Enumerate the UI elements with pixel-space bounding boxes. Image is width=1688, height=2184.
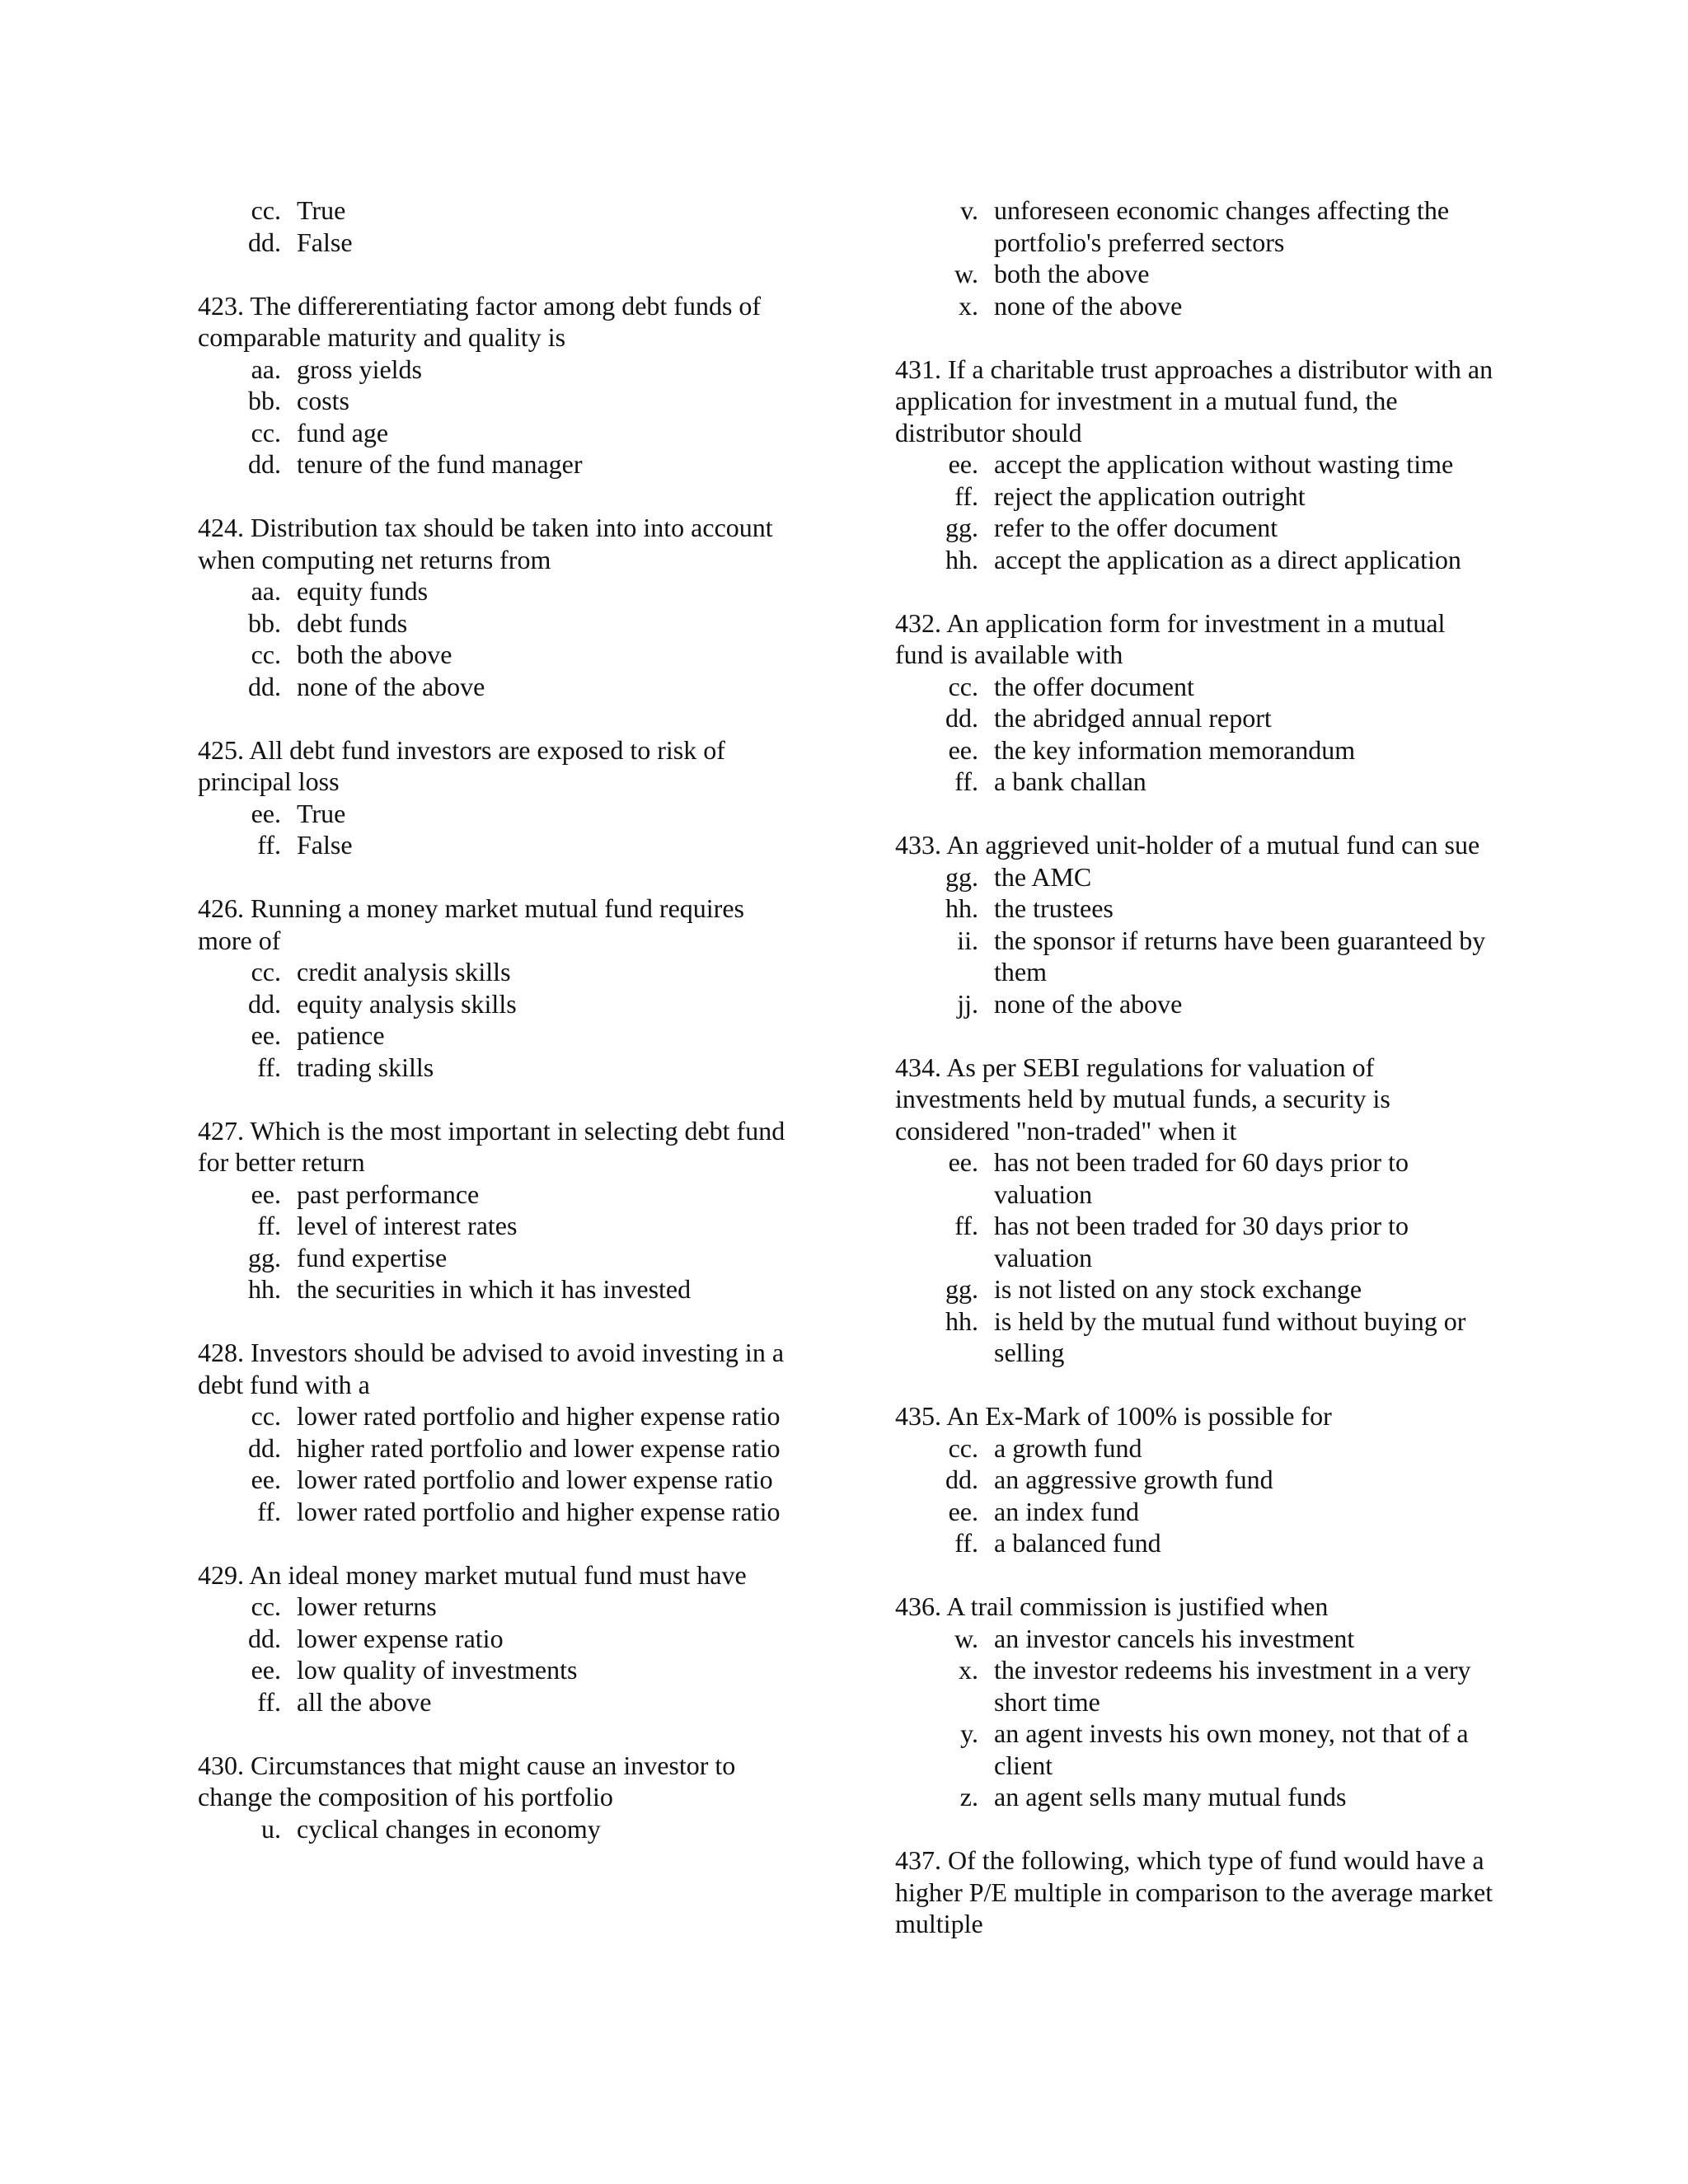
- option-label: cc.: [251, 1591, 281, 1621]
- option-label: ff.: [954, 766, 978, 796]
- answer-option: [198, 607, 803, 640]
- option-text: cyclical changes in economy: [297, 1813, 601, 1844]
- question-text: 433. An aggrieved unit-holder of a mutual fund can sue: [895, 830, 1480, 860]
- option-text: all the above: [297, 1686, 432, 1717]
- option-label: ee.: [948, 1496, 978, 1526]
- option-label: dd.: [248, 1432, 281, 1463]
- option-label: jj.: [957, 988, 978, 1019]
- answer-option: [895, 1623, 1500, 1655]
- answer-option: [198, 988, 803, 1020]
- option-text: the AMC: [994, 861, 1092, 892]
- question-text: 424. Distribution tax should be taken into into account when computing net returns from: [198, 513, 773, 574]
- option-label-wrap: [895, 1432, 994, 1465]
- answer-option: [198, 1591, 803, 1623]
- question-block: [198, 1115, 803, 1305]
- question-text: 436. A trail commission is justified when: [895, 1591, 1329, 1621]
- option-text: an agent invests his own money, not that of a client: [994, 1718, 1469, 1780]
- question-block: [895, 1844, 1500, 1940]
- answer-option: [198, 1654, 803, 1686]
- option-text: accept the application without wasting time: [994, 449, 1454, 479]
- option-label-wrap: [895, 1654, 994, 1718]
- option-label-wrap: [895, 1210, 994, 1273]
- option-text: level of interest rates: [297, 1211, 518, 1240]
- document-page: [198, 194, 1500, 1940]
- option-text: a growth fund: [994, 1432, 1142, 1463]
- answer-option: [895, 925, 1500, 988]
- option-text: lower rated portfolio and higher expense ratio: [297, 1496, 781, 1526]
- question-text: 431. If a charitable trust approaches a distributor with an application for investment in a mutual fund, the distributor should: [895, 354, 1493, 448]
- answer-option: [198, 385, 803, 417]
- option-label-wrap: [198, 798, 297, 830]
- option-label-wrap: [198, 1273, 297, 1305]
- answer-option: [895, 290, 1500, 322]
- option-text: low quality of investments: [297, 1655, 578, 1685]
- option-label-wrap: [198, 1242, 297, 1274]
- option-label-wrap: [895, 448, 994, 480]
- question-block: [895, 194, 1500, 321]
- option-label-wrap: [198, 1052, 297, 1084]
- option-label-wrap: [198, 1400, 297, 1432]
- question-text: 430. Circumstances that might cause an investor to change the composition of his portfolio: [198, 1750, 736, 1811]
- option-label: dd.: [248, 988, 281, 1019]
- option-label-wrap: [198, 671, 297, 703]
- answer-option: [895, 194, 1500, 258]
- answer-option: [198, 1273, 803, 1305]
- question-block: [895, 1052, 1500, 1369]
- option-label-wrap: [198, 1432, 297, 1465]
- option-text: lower expense ratio: [297, 1623, 504, 1653]
- option-text: past performance: [297, 1179, 480, 1209]
- option-label-wrap: [198, 385, 297, 417]
- option-label-wrap: [895, 893, 994, 925]
- option-label: cc.: [251, 957, 281, 987]
- option-label-wrap: [895, 671, 994, 703]
- option-label-wrap: [198, 1019, 297, 1052]
- option-label: aa.: [251, 576, 281, 606]
- answer-option: [895, 1464, 1500, 1496]
- question-block: [895, 829, 1500, 1019]
- answer-option: [198, 956, 803, 988]
- option-label: hh.: [945, 1305, 978, 1336]
- answer-option: [895, 734, 1500, 766]
- option-label-wrap: [198, 575, 297, 607]
- option-label: hh.: [945, 893, 978, 923]
- option-text: lower returns: [297, 1591, 437, 1621]
- option-label: ff.: [257, 1211, 281, 1240]
- option-label: cc.: [948, 671, 978, 701]
- option-text: the investor redeems his investment in a very short time: [994, 1655, 1471, 1717]
- option-label: dd.: [248, 1623, 281, 1653]
- answer-option: [895, 448, 1500, 480]
- option-label-wrap: [198, 1210, 297, 1242]
- option-label-wrap: [895, 1781, 994, 1813]
- option-label: ee.: [948, 449, 978, 479]
- option-label: ee.: [251, 1179, 281, 1209]
- option-label: x.: [959, 290, 978, 321]
- answer-option: [198, 575, 803, 607]
- option-label-wrap: [895, 1146, 994, 1210]
- option-label: cc.: [251, 417, 281, 448]
- option-label: gg.: [248, 1242, 281, 1272]
- option-text: True: [297, 798, 346, 828]
- option-label: dd.: [248, 449, 281, 479]
- option-text: reject the application outright: [994, 480, 1306, 511]
- option-text: trading skills: [297, 1052, 434, 1082]
- option-text: none of the above: [994, 988, 1183, 1019]
- option-text: True: [297, 195, 346, 225]
- option-label: ee.: [251, 798, 281, 828]
- question-block: [198, 734, 803, 861]
- option-label-wrap: [198, 1813, 297, 1845]
- option-text: the abridged annual report: [994, 703, 1272, 733]
- option-text: is held by the mutual fund without buying or selling: [994, 1305, 1466, 1367]
- option-label: y.: [960, 1718, 978, 1748]
- option-text: False: [297, 830, 353, 860]
- question-block: [895, 607, 1500, 798]
- left-column: [198, 194, 803, 1940]
- option-label: bb.: [248, 607, 281, 638]
- option-label-wrap: [198, 1591, 297, 1623]
- option-label-wrap: [895, 1273, 994, 1305]
- question-text: 427. Which is the most important in selecting debt fund for better return: [198, 1115, 785, 1177]
- answer-option: [198, 417, 803, 449]
- option-text: unforeseen economic changes affecting the portfolio's preferred sectors: [994, 195, 1450, 257]
- option-label-wrap: [895, 734, 994, 766]
- option-label: v.: [960, 195, 978, 225]
- option-text: a balanced fund: [994, 1528, 1161, 1558]
- option-label-wrap: [198, 354, 297, 386]
- option-label-wrap: [895, 702, 994, 734]
- option-text: costs: [297, 386, 349, 415]
- option-label-wrap: [895, 1718, 994, 1781]
- option-text: none of the above: [994, 290, 1183, 321]
- answer-option: [895, 1146, 1500, 1210]
- question-text: 434. As per SEBI regulations for valuation of investments held by mutual funds, a security is considered "non-traded" when it: [895, 1052, 1390, 1146]
- question-block: [198, 893, 803, 1083]
- answer-option: [198, 1242, 803, 1274]
- answer-option: [198, 1179, 803, 1211]
- option-text: fund expertise: [297, 1242, 448, 1272]
- option-label-wrap: [198, 1464, 297, 1496]
- option-label: ff.: [257, 830, 281, 860]
- option-label: gg.: [945, 861, 978, 892]
- option-label-wrap: [895, 544, 994, 576]
- option-label-wrap: [198, 1686, 297, 1718]
- option-text: none of the above: [297, 671, 485, 701]
- option-label: dd.: [945, 1465, 978, 1494]
- option-label: cc.: [251, 195, 281, 225]
- answer-option: [198, 448, 803, 480]
- answer-option: [198, 354, 803, 386]
- answer-option: [895, 1432, 1500, 1465]
- option-label: hh.: [248, 1274, 281, 1304]
- question-text: 426. Running a money market mutual fund requires more of: [198, 893, 744, 955]
- option-label-wrap: [895, 480, 994, 513]
- option-label-wrap: [198, 417, 297, 449]
- option-label-wrap: [895, 766, 994, 798]
- option-label-wrap: [895, 1496, 994, 1528]
- option-label-wrap: [895, 258, 994, 290]
- option-label: bb.: [248, 386, 281, 415]
- answer-option: [198, 194, 803, 227]
- option-label-wrap: [895, 1464, 994, 1496]
- option-text: accept the application as a direct application: [994, 544, 1461, 574]
- option-text: fund age: [297, 417, 389, 448]
- option-label: ee.: [251, 1655, 281, 1685]
- answer-option: [198, 1623, 803, 1655]
- answer-option: [895, 893, 1500, 925]
- option-label: ee.: [948, 734, 978, 765]
- option-text: the sponsor if returns have been guaranteed by them: [994, 925, 1486, 987]
- option-label-wrap: [895, 861, 994, 893]
- option-text: an aggressive growth fund: [994, 1465, 1273, 1494]
- option-label-wrap: [895, 512, 994, 544]
- option-label-wrap: [198, 988, 297, 1020]
- answer-option: [198, 829, 803, 861]
- answer-option: [895, 544, 1500, 576]
- answer-option: [198, 1496, 803, 1528]
- option-text: equity analysis skills: [297, 988, 517, 1019]
- answer-option: [895, 1496, 1500, 1528]
- option-label-wrap: [198, 1623, 297, 1655]
- answer-option: [895, 1305, 1500, 1369]
- answer-option: [198, 1686, 803, 1718]
- answer-option: [198, 1052, 803, 1084]
- option-label-wrap: [895, 290, 994, 322]
- answer-option: [895, 861, 1500, 893]
- option-label: w.: [954, 259, 978, 288]
- option-text: gross yields: [297, 354, 422, 384]
- option-text: an index fund: [994, 1496, 1139, 1526]
- option-label: x.: [959, 1655, 978, 1685]
- option-text: patience: [297, 1020, 385, 1050]
- option-label: ee.: [948, 1147, 978, 1177]
- answer-option: [895, 702, 1500, 734]
- option-label: dd.: [248, 227, 281, 257]
- option-label-wrap: [198, 448, 297, 480]
- option-label-wrap: [895, 925, 994, 988]
- option-label-wrap: [895, 1623, 994, 1655]
- option-text: an agent sells many mutual funds: [994, 1782, 1347, 1811]
- option-text: both the above: [994, 259, 1150, 288]
- option-text: refer to the offer document: [994, 513, 1278, 542]
- answer-option: [198, 1210, 803, 1242]
- option-text: an investor cancels his investment: [994, 1623, 1355, 1653]
- question-block: [895, 1400, 1500, 1559]
- answer-option: [198, 227, 803, 259]
- answer-option: [895, 1654, 1500, 1718]
- question-text: 429. An ideal money market mutual fund must have: [198, 1559, 747, 1590]
- answer-option: [895, 1273, 1500, 1305]
- option-text: has not been traded for 30 days prior to valuation: [994, 1211, 1409, 1272]
- option-label-wrap: [198, 639, 297, 671]
- answer-option: [198, 1432, 803, 1465]
- answer-option: [895, 1527, 1500, 1559]
- question-text: 437. Of the following, which type of fund would have a higher P/E multiple in comparison to the average market multiple: [895, 1845, 1493, 1938]
- question-block: [198, 512, 803, 702]
- option-text: lower rated portfolio and lower expense ratio: [297, 1465, 773, 1494]
- question-block: [895, 354, 1500, 576]
- option-label: ff.: [257, 1686, 281, 1717]
- option-text: is not listed on any stock exchange: [994, 1274, 1362, 1304]
- option-text: a bank challan: [994, 766, 1146, 796]
- option-text: equity funds: [297, 576, 429, 606]
- answer-option: [198, 1400, 803, 1432]
- question-block: [895, 1591, 1500, 1813]
- option-label: ff.: [954, 1528, 978, 1558]
- option-label: ff.: [257, 1496, 281, 1526]
- answer-option: [198, 798, 803, 830]
- option-label: cc.: [251, 1401, 281, 1431]
- option-label: dd.: [945, 703, 978, 733]
- answer-option: [895, 1781, 1500, 1813]
- option-text: the securities in which it has invested: [297, 1274, 692, 1304]
- answer-option: [198, 671, 803, 703]
- option-label: ii.: [957, 925, 978, 955]
- question-block: [198, 194, 803, 258]
- option-text: has not been traded for 60 days prior to valuation: [994, 1147, 1409, 1209]
- option-label-wrap: [198, 829, 297, 861]
- option-label: ee.: [251, 1465, 281, 1494]
- option-text: the offer document: [994, 671, 1194, 701]
- answer-option: [895, 671, 1500, 703]
- answer-option: [895, 512, 1500, 544]
- option-text: tenure of the fund manager: [297, 449, 583, 479]
- option-label: ff.: [954, 480, 978, 511]
- answer-option: [895, 480, 1500, 513]
- option-label: w.: [954, 1623, 978, 1653]
- question-text: 423. The differerentiating factor among debt funds of comparable maturity and quality is: [198, 290, 762, 352]
- option-text: debt funds: [297, 607, 408, 638]
- option-label: ff.: [954, 1211, 978, 1240]
- option-label: ee.: [251, 1020, 281, 1050]
- option-label-wrap: [895, 1305, 994, 1369]
- option-text: credit analysis skills: [297, 957, 511, 987]
- answer-option: [198, 1464, 803, 1496]
- answer-option: [198, 639, 803, 671]
- answer-option: [895, 766, 1500, 798]
- question-text: 435. An Ex-Mark of 100% is possible for: [895, 1401, 1332, 1431]
- option-label-wrap: [895, 988, 994, 1020]
- option-label-wrap: [895, 194, 994, 258]
- option-label-wrap: [198, 1496, 297, 1528]
- option-label: dd.: [248, 671, 281, 701]
- option-text: lower rated portfolio and higher expense ratio: [297, 1401, 781, 1431]
- answer-option: [895, 1718, 1500, 1781]
- option-label: aa.: [251, 354, 281, 384]
- option-label-wrap: [198, 607, 297, 640]
- option-label-wrap: [895, 1527, 994, 1559]
- question-text: 428. Investors should be advised to avoid investing in a debt fund with a: [198, 1338, 785, 1399]
- option-label: z.: [959, 1782, 978, 1811]
- option-label: cc.: [948, 1432, 978, 1463]
- question-block: [198, 290, 803, 480]
- option-text: the trustees: [994, 893, 1114, 923]
- option-text: the key information memorandum: [994, 734, 1356, 765]
- option-label-wrap: [198, 1654, 297, 1686]
- question-block: [198, 1559, 803, 1718]
- option-text: both the above: [297, 640, 452, 669]
- answer-option: [198, 1813, 803, 1845]
- option-label: u.: [261, 1813, 281, 1844]
- answer-option: [895, 1210, 1500, 1273]
- option-text: higher rated portfolio and lower expense ratio: [297, 1432, 781, 1463]
- question-block: [198, 1750, 803, 1845]
- option-label: gg.: [945, 1274, 978, 1304]
- option-text: False: [297, 227, 353, 257]
- option-label: hh.: [945, 544, 978, 574]
- option-label: gg.: [945, 513, 978, 542]
- answer-option: [198, 1019, 803, 1052]
- right-column: [895, 194, 1500, 1940]
- answer-option: [895, 258, 1500, 290]
- question-block: [198, 1337, 803, 1527]
- question-text: 425. All debt fund investors are exposed to risk of principal loss: [198, 734, 725, 796]
- option-label: cc.: [251, 640, 281, 669]
- option-label-wrap: [198, 194, 297, 227]
- option-label: ff.: [257, 1052, 281, 1082]
- option-label-wrap: [198, 956, 297, 988]
- question-text: 432. An application form for investment in a mutual fund is available with: [895, 607, 1446, 669]
- option-label-wrap: [198, 227, 297, 259]
- answer-option: [895, 988, 1500, 1020]
- option-label-wrap: [198, 1179, 297, 1211]
